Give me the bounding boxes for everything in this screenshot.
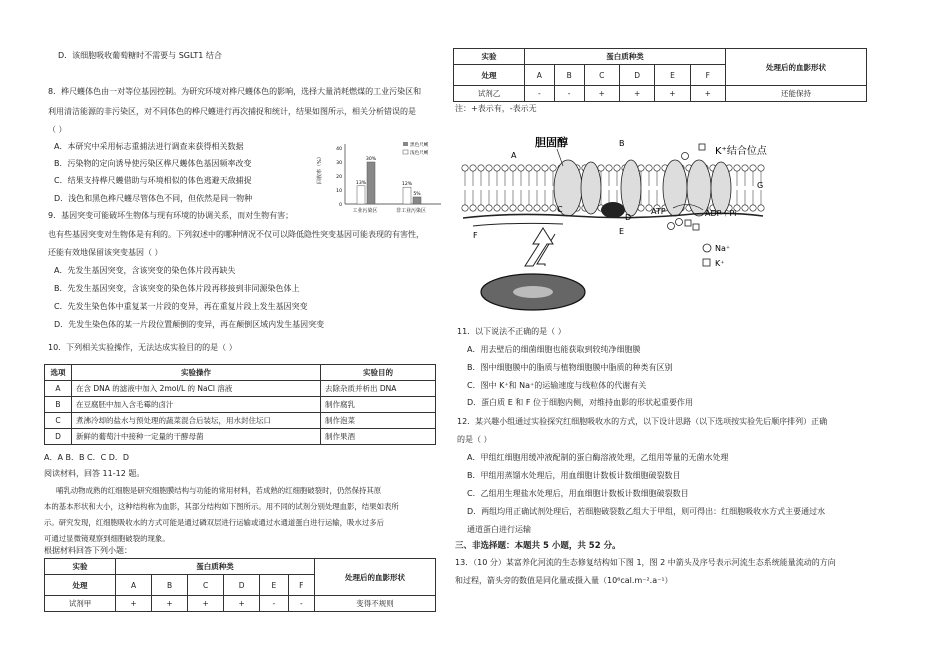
cell: 还能保持 [726, 86, 867, 102]
lipid-head [470, 205, 476, 211]
legend-swatch-2 [403, 150, 408, 154]
bar [367, 162, 375, 204]
k-key-icon [703, 259, 710, 266]
cell: 新鲜的葡萄汁中接种一定量的干酵母菌 [72, 429, 321, 445]
th-experiment: 实验 [45, 559, 116, 575]
th-operation: 实验操作 [72, 365, 321, 381]
lipid-head [742, 165, 748, 171]
q11-option-a: A．用去壁后的细菌细胞也能获取到较纯净细胞膜 [467, 345, 641, 354]
label-d: D [625, 213, 632, 222]
q12-option-a: A．甲组红细胞用缓冲液配制的蛋白酶溶液处理，乙组用等量的无菌水处理 [467, 453, 729, 462]
q10-table [44, 364, 436, 445]
reagent-a-table [44, 558, 436, 612]
q11-option-c: C．图中 K⁺和 Na⁺的运输速度与线粒体的代谢有关 [467, 381, 647, 390]
q11-stem: 11．以下说法不正确的是（ ） [457, 327, 566, 336]
cell: 试剂甲 [45, 596, 116, 612]
q9-option-a: A．先发生基因突变，含该突变的染色体片段再缺失 [54, 266, 236, 275]
table-row [45, 596, 436, 612]
th-purpose: 实验目的 [321, 365, 436, 381]
q11-option-b: B．图中细胞膜中的脂质与植物细胞膜中脂质的种类有区别 [467, 363, 673, 372]
cell: A [45, 381, 72, 397]
y-tick-label: 20 [336, 175, 342, 180]
lipid-head [510, 165, 516, 171]
lipid-head [486, 165, 492, 171]
protein-d [601, 202, 625, 218]
y-tick-label: 40 [336, 147, 342, 152]
cell: + [655, 86, 690, 102]
col-d: D [224, 575, 260, 596]
cell: + [690, 86, 725, 102]
q9-stem-2: 也有些基因突变对生物体是有利的。下列叙述中的哪种情况不仅可以降低隐性突变基因可能表现的有害性， [48, 230, 424, 239]
moth-chart [315, 136, 450, 216]
q12-option-d: D．两组均用正确试剂处理后，若细胞破裂数乙组大于甲组，则可得出：红细胞吸收水方式主要通过水 [467, 507, 826, 516]
reading-4: 可通过显微镜观察到细胞破裂的现象。 [44, 534, 170, 543]
lipid-head [470, 165, 476, 171]
cell: D [45, 429, 72, 445]
k-ion [693, 224, 699, 230]
lipid-head [526, 205, 532, 211]
lipid-head [486, 205, 492, 211]
q12-option-d-cont: 通道蛋白进行运输 [467, 525, 531, 534]
col-c: C [584, 65, 619, 86]
cell: - [288, 596, 314, 612]
table-legend-note: 注：+表示有，-表示无 [455, 104, 537, 113]
col-a: A [116, 575, 152, 596]
lipid-head [646, 165, 652, 171]
col-a: A [525, 65, 555, 86]
legend-label-2: 浅色尺蠖 [410, 151, 429, 156]
q9-stem-3: 还能有效地保留该突变基因（ ） [48, 248, 163, 257]
lipid-head [478, 165, 484, 171]
lipid-head [462, 165, 468, 171]
lipid-head [518, 205, 524, 211]
col-f: F [690, 65, 725, 86]
table-row [45, 413, 436, 429]
reading-intro: 阅读材料，回答 11-12 题。 [44, 469, 145, 478]
lipid-head [654, 165, 660, 171]
th-protein: 蛋白质种类 [116, 559, 315, 575]
cell: 煮沸冷却的盐水与预处理的蔬菜混合后装坛，用水封住坛口 [72, 413, 321, 429]
table-row [45, 381, 436, 397]
cell: 去除杂质并析出 DNA [321, 381, 436, 397]
lipid-head [494, 165, 500, 171]
lipid-head [750, 165, 756, 171]
lipid-head [550, 205, 556, 211]
label-c: C [557, 205, 563, 214]
q10-options: A．A B．B C．C D．D [44, 453, 130, 462]
th-experiment: 实验 [454, 49, 525, 65]
atp-label: ATP [651, 207, 666, 216]
k-ion [699, 144, 705, 150]
legend-label-1: 黑色尺蠖 [410, 143, 429, 148]
th-treatment: 处理 [454, 65, 525, 86]
legend-swatch-1 [403, 142, 408, 146]
cell: + [152, 596, 188, 612]
x-category-label: 工业污染区 [352, 208, 378, 214]
bar-data-label: 12% [401, 182, 413, 188]
q12-stem-2: 的是（ ） [457, 435, 492, 444]
cell: + [619, 86, 654, 102]
label-b: B [619, 139, 625, 148]
q8-stem-2: 利用清洁能源的非污染区，对不同体色的桦尺蠖进行再次捕捉和统计，结果如图所示，相关分析错误的是 [48, 107, 416, 116]
cell: + [224, 596, 260, 612]
reading-3: 示。研究发现，红细胞吸收水的方式可能是通过磷双层进行运输或通过水通道蛋白进行运输，吸水过多后 [44, 518, 384, 527]
na-ion [668, 223, 675, 230]
lipid-head [534, 165, 540, 171]
reagent-b-table [453, 48, 867, 102]
cell: 在豆腐胚中加入含毛霉的卤汁 [72, 397, 321, 413]
label-a: A [511, 151, 517, 160]
adp-label: ADP＋Pi [705, 209, 737, 218]
cell: 制作果酒 [321, 429, 436, 445]
lipid-head [502, 165, 508, 171]
col-c: C [188, 575, 224, 596]
cell: - [260, 596, 288, 612]
y-tick-label: 30 [336, 161, 342, 166]
k-site-label: K⁺结合位点 [715, 146, 767, 157]
y-axis-label: 回收率（%） [317, 154, 323, 184]
th-treatment: 处理 [45, 575, 116, 596]
bar [357, 186, 365, 204]
protein-a2 [581, 162, 601, 214]
label-g: G [757, 181, 764, 190]
protein-g1 [663, 160, 687, 216]
lipid-head [606, 165, 612, 171]
red-blood-cell-center [513, 286, 553, 298]
y-tick-label: 10 [336, 189, 342, 194]
q9-option-c: C．先发生染色体中重复某一片段的变异，再在重复片段上发生基因突变 [54, 302, 308, 311]
cell: 在含 DNA 的滤液中加入 2mol/L 的 NaCl 溶液 [72, 381, 321, 397]
lipid-head [502, 205, 508, 211]
lipid-head [478, 205, 484, 211]
x-category-label: 非工业污染区 [395, 208, 427, 214]
th-shape: 处理后的血影形状 [315, 559, 436, 596]
cell: - [554, 86, 584, 102]
label-f: F [473, 231, 478, 240]
col-d: D [619, 65, 654, 86]
th-option: 选项 [45, 365, 72, 381]
bar [403, 187, 411, 204]
q8-stem-3: （ ） [48, 125, 67, 134]
col-b: B [152, 575, 188, 596]
lipid-head [462, 205, 468, 211]
lipid-head [542, 165, 548, 171]
table-row [45, 397, 436, 413]
k-ion [685, 220, 691, 226]
reading-1: 哺乳动物成熟的红细胞是研究细胞膜结构与功能的常用材料，若成熟的红细胞破裂时，仍然保持其原 [56, 486, 382, 495]
cell: + [116, 596, 152, 612]
cell: 变得不规则 [315, 596, 436, 612]
q11-option-d: D．蛋白质 E 和 F 位于细胞内侧，对维持血影的形状起重要作用 [467, 398, 693, 407]
cell: 制作腐乳 [321, 397, 436, 413]
bar-data-label: 5% [413, 192, 421, 197]
q13-stem-2: 和过程，箭头旁的数值是同化量或摄入量（10⁶cal.m⁻².a⁻¹） [455, 576, 673, 585]
q12-option-c: C．乙组用生理盐水处理后，用血细胞计数板计数细胞破裂数目 [467, 489, 689, 498]
k-key-label: K⁺ [715, 259, 725, 268]
lipid-head [750, 205, 756, 211]
col-f: F [288, 575, 314, 596]
col-b: B [554, 65, 584, 86]
table-row [454, 86, 867, 102]
th-protein: 蛋白质种类 [525, 49, 726, 65]
cholesterol-label: 胆固醇 [535, 136, 568, 149]
lipid-head [550, 165, 556, 171]
lipid-head [542, 205, 548, 211]
na-ion [676, 219, 683, 226]
section-3-title: 三、非选择题：本题共 5 小题，共 52 分。 [455, 541, 621, 551]
q12-stem-1: 12．某兴趣小组通过实验探究红细胞吸收水的方式，以下设计思路（以下选项按实验先后顺序排列）正确 [457, 417, 828, 426]
lipid-head [518, 165, 524, 171]
q8-option-b: B．污染物的定向诱导使污染区桦尺蠖体色基因频率改变 [54, 159, 252, 168]
lipid-head [526, 165, 532, 171]
lipid-head [598, 165, 604, 171]
cell: + [188, 596, 224, 612]
cytoskeleton-f [473, 223, 563, 226]
cell: + [584, 86, 619, 102]
q9-option-d: D．先发生染色体的某一片段位置颠倒的变异，再在颠倒区域内发生基因突变 [54, 320, 325, 329]
protein-g3 [711, 162, 731, 214]
q7-option-d: D．该细胞吸收葡萄糖时不需要与 SGLT1 结合 [58, 51, 222, 60]
q9-option-b: B．先发生基因突变，含该突变的染色体片段再移接到非同源染色体上 [54, 284, 300, 293]
lipid-head [534, 205, 540, 211]
th-shape: 处理后的血影形状 [726, 49, 867, 86]
q8-option-a: A．本研究中采用标志重捕法进行调查来获得相关数据 [54, 142, 244, 151]
bar-data-label: 30% [365, 157, 377, 162]
lipid-head [758, 205, 764, 211]
lipid-head [494, 205, 500, 211]
q8-stem-1: 8．桦尺蠖体色由一对等位基因控制。为研究环境对桦尺蠖体色的影响，选择大量消耗燃煤的工业污染区和 [48, 87, 422, 96]
q12-option-b: B．甲组用蒸馏水处理后，用血细胞计数板计数细胞破裂数目 [467, 471, 681, 480]
table-row [45, 429, 436, 445]
reading-5: 根据材料回答下列小题： [44, 546, 132, 555]
y-tick-label: 0 [339, 203, 342, 208]
lipid-head [742, 205, 748, 211]
lipid-head [510, 205, 516, 211]
na-key-icon [703, 244, 711, 252]
bar [413, 197, 421, 204]
col-e: E [260, 575, 288, 596]
membrane-diagram [453, 116, 871, 316]
label-e: E [619, 227, 625, 236]
bar-data-label: 13% [355, 180, 367, 186]
q8-option-c: C．结果支持桦尺蠖借助与环境相似的体色逃避天敌捕捉 [54, 176, 252, 185]
cell: C [45, 413, 72, 429]
cell: - [525, 86, 555, 102]
na-ion [682, 153, 689, 160]
cell: 试剂乙 [454, 86, 525, 102]
cell: B [45, 397, 72, 413]
cell: 制作泡菜 [321, 413, 436, 429]
q13-stem-1: 13．（10 分）某富养化河流的生态修复结构如下图 1，图 2 中箭头及序号表示河流生态系统能量流动的方向 [455, 558, 836, 567]
lipid-head [758, 165, 764, 171]
q8-option-d: D．浅色和黑色桦尺蠖尽管体色不同，但依然是同一物种 [54, 194, 253, 203]
reading-2: 本的基本形状和大小，这种结构称为血影，其部分结构如下图所示。用不同的试剂分别处理血影，结果如表所 [44, 502, 399, 511]
col-e: E [655, 65, 690, 86]
q9-stem-1: 9．基因突变可能破坏生物体与现有环境的协调关系，而对生物有害； [48, 211, 294, 220]
lipid-head [614, 165, 620, 171]
q10-stem: 10．下列相关实验操作，无法达成实验目的的是（ ） [48, 343, 237, 352]
na-key-label: Na⁺ [715, 244, 731, 253]
lipid-head [734, 165, 740, 171]
